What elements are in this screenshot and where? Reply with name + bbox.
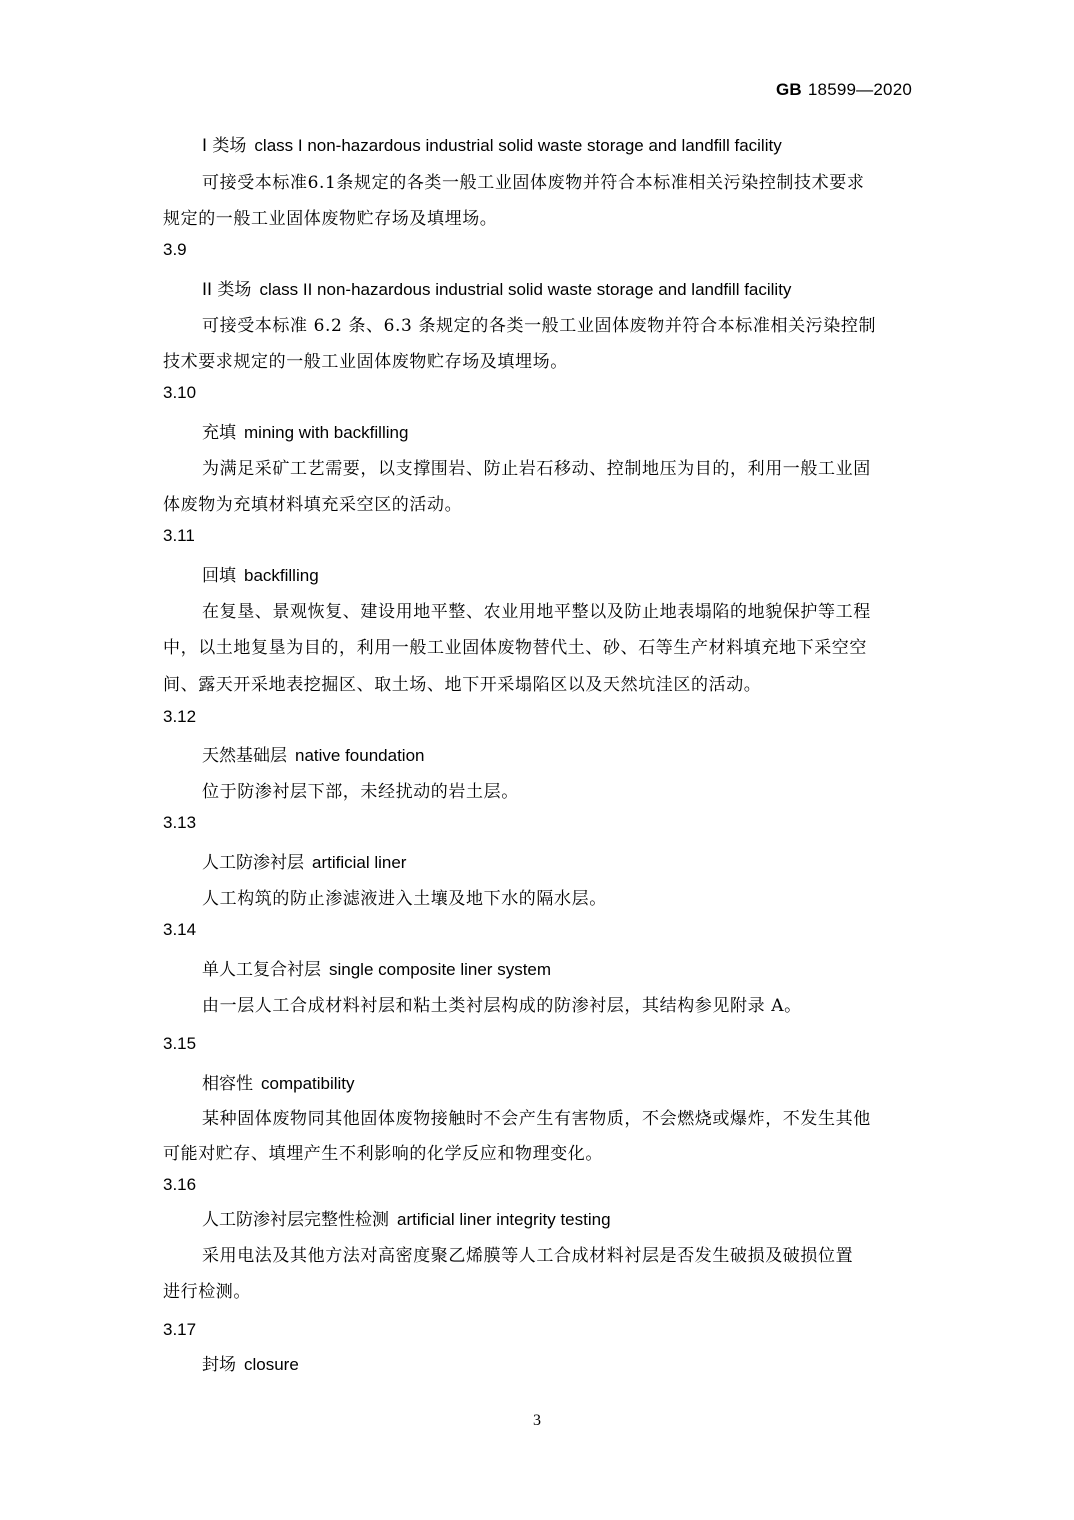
definition-line: 由一层人工合成材料衬层和粘土类衬层构成的防渗衬层，其结构参见附录 A。 <box>202 996 802 1016</box>
term-heading-3-11 <box>202 561 952 586</box>
term-heading-3-16 <box>202 1205 952 1230</box>
term-en: single composite liner system <box>329 960 552 979</box>
definition-line: 位于防渗衬层下部，未经扰动的岩土层。 <box>202 782 519 802</box>
clause-number-3-17: 3.17 <box>163 1320 197 1339</box>
term-cn: I 类场 <box>202 136 247 156</box>
term-en: class II non-hazardous industrial solid waste storage and landfill facility <box>259 280 792 299</box>
clause-number-3-15: 3.15 <box>163 1034 197 1053</box>
term-cn: 人工防渗衬层完整性检测 <box>202 1210 389 1230</box>
standard-prefix: GB <box>776 80 802 99</box>
definition-line: 可接受本标准 6.2 条、6.3 条规定的各类一般工业固体废物并符合本标准相关污染控制 <box>202 316 877 336</box>
definition-line: 为满足采矿工艺需要，以支撑围岩、防止岩石移动、控制地压为目的，利用一般工业固 <box>202 459 871 479</box>
term-cn: 天然基础层 <box>202 746 287 766</box>
clause-number-3-13: 3.13 <box>163 813 197 832</box>
term-cn: 回填 <box>202 566 236 586</box>
definition-line: 进行检测。 <box>163 1282 251 1302</box>
term-en: artificial liner integrity testing <box>397 1210 611 1229</box>
definition-line: 某种固体废物同其他固体废物接触时不会产生有害物质，不会燃烧或爆炸，不发生其他 <box>202 1109 871 1129</box>
definition-line: 间、露天开采地表挖掘区、取土场、地下开采塌陷区以及天然坑洼区的活动。 <box>163 675 762 695</box>
term-heading-3-8 <box>202 131 952 156</box>
term-heading-3-13 <box>202 848 952 873</box>
standard-code: 18599—2020 <box>807 80 912 99</box>
term-cn: 封场 <box>202 1355 236 1375</box>
term-heading-3-9 <box>202 275 952 300</box>
term-heading-3-12 <box>202 741 952 766</box>
term-heading-3-15 <box>202 1069 952 1094</box>
term-cn: 相容性 <box>202 1074 253 1094</box>
term-cn: 充填 <box>202 423 236 443</box>
definition-line: 中，以土地复垦为目的，利用一般工业固体废物替代土、砂、石等生产材料填充地下采空空 <box>163 638 867 658</box>
term-cn: 单人工复合衬层 <box>202 960 321 980</box>
term-en: closure <box>244 1355 299 1374</box>
term-en: mining with backfilling <box>244 423 409 442</box>
term-cn: 人工防渗衬层 <box>202 853 304 873</box>
definition-line: 体废物为充填材料填充采空区的活动。 <box>163 495 463 515</box>
term-heading-3-10 <box>202 418 952 443</box>
definition-line: 可能对贮存、填埋产生不利影响的化学反应和物理变化。 <box>163 1144 603 1164</box>
definition-line: 在复垦、景观恢复、建设用地平整、农业用地平整以及防止地表塌陷的地貌保护等工程 <box>202 602 871 622</box>
definition-line: 规定的一般工业固体废物贮存场及填埋场。 <box>163 209 498 229</box>
term-cn: II 类场 <box>202 280 252 300</box>
definition-line: 人工构筑的防止渗滤液进入土壤及地下水的隔水层。 <box>202 889 607 909</box>
clause-number-3-11: 3.11 <box>163 526 195 545</box>
term-heading-3-14 <box>202 955 952 980</box>
clause-number-3-16: 3.16 <box>163 1175 197 1194</box>
term-heading-3-17 <box>202 1350 952 1375</box>
term-en: class I non-hazardous industrial solid waste storage and landfill facility <box>254 136 782 155</box>
term-en: compatibility <box>261 1074 355 1093</box>
term-en: native foundation <box>295 746 425 765</box>
clause-number-3-14: 3.14 <box>163 920 197 939</box>
term-en: backfilling <box>244 566 319 585</box>
definition-line: 可接受本标准6.1条规定的各类一般工业固体废物并符合本标准相关污染控制技术要求 <box>202 173 865 193</box>
clause-number-3-12: 3.12 <box>163 707 197 726</box>
term-en: artificial liner <box>312 853 407 872</box>
clause-number-3-9: 3.9 <box>163 240 187 259</box>
page-number: 3 <box>533 1412 541 1429</box>
definition-line: 技术要求规定的一般工业固体废物贮存场及填埋场。 <box>163 352 568 372</box>
clause-number-3-10: 3.10 <box>163 383 197 402</box>
definition-line: 采用电法及其他方法对高密度聚乙烯膜等人工合成材料衬层是否发生破损及破损位置 <box>202 1246 854 1266</box>
